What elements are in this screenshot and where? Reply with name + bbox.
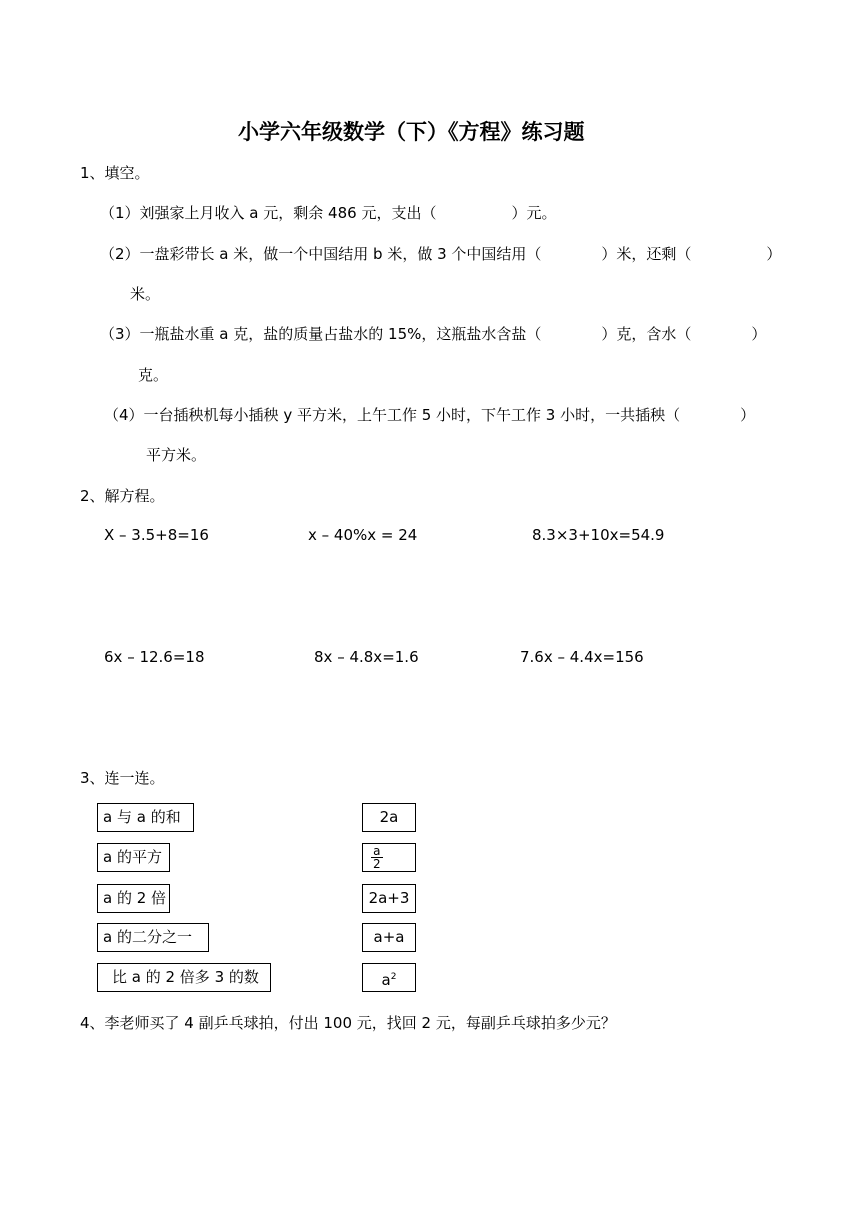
equation: 7.6x – 4.4x=156 <box>520 648 644 666</box>
page-title: 小学六年级数学（下）《方程》练习题 <box>238 119 585 144</box>
fraction-denominator: 2 <box>373 857 381 871</box>
match-right-item-fraction[interactable] <box>362 843 416 872</box>
match-left-item[interactable]: a 与 a 的和 <box>97 803 194 832</box>
match-right-item[interactable]: 2a <box>362 803 416 832</box>
fraction-numerator: a <box>371 845 383 858</box>
match-left-item[interactable]: a 的平方 <box>97 843 170 872</box>
question-1-4-cont: 平方米。 <box>146 446 207 464</box>
question-1-2-cont: 米。 <box>130 285 161 303</box>
question-1-3: （3）一瓶盐水重 a 克，盐的质量占盐水的 15%，这瓶盐水含盐（ ）克，含水（ ） <box>100 325 767 343</box>
question-4: 4、李老师买了 4 副乒乓球拍，付出 100 元，找回 2 元，每副乒乓球拍多少元？ <box>80 1014 616 1032</box>
equation: X – 3.5+8=16 <box>104 526 209 544</box>
match-right-item-square[interactable] <box>362 963 416 992</box>
section2-heading: 2、解方程。 <box>80 487 165 505</box>
equation: 8x – 4.8x=1.6 <box>314 648 419 666</box>
match-right-item[interactable]: a+a <box>362 923 416 952</box>
power-exponent: 2 <box>390 972 397 982</box>
fraction <box>371 845 383 870</box>
question-1-1: （1）刘强家上月收入 a 元，剩余 486 元，支出（ ）元。 <box>100 204 557 222</box>
power-base: a <box>381 971 391 989</box>
question-1-4: （4）一台插秧机每小插秧 y 平方米，上午工作 5 小时，下午工作 3 小时，一共插秧（ ） <box>104 406 756 424</box>
match-left-item[interactable]: 比 a 的 2 倍多 3 的数 <box>97 963 271 992</box>
equation: x – 40%x = 24 <box>308 526 418 544</box>
section3-heading: 3、连一连。 <box>80 769 165 787</box>
question-1-2: （2）一盘彩带长 a 米，做一个中国结用 b 米，做 3 个中国结用（ ）米，还剩（ ） <box>100 245 782 263</box>
match-left-item[interactable]: a 的 2 倍 <box>97 884 170 913</box>
match-left-item[interactable]: a 的二分之一 <box>97 923 209 952</box>
question-1-3-cont: 克。 <box>138 366 169 384</box>
section1-heading: 1、填空。 <box>80 164 150 182</box>
match-right-item[interactable]: 2a+3 <box>362 884 416 913</box>
equation: 8.3×3+10x=54.9 <box>532 526 665 544</box>
equation: 6x – 12.6=18 <box>104 648 205 666</box>
